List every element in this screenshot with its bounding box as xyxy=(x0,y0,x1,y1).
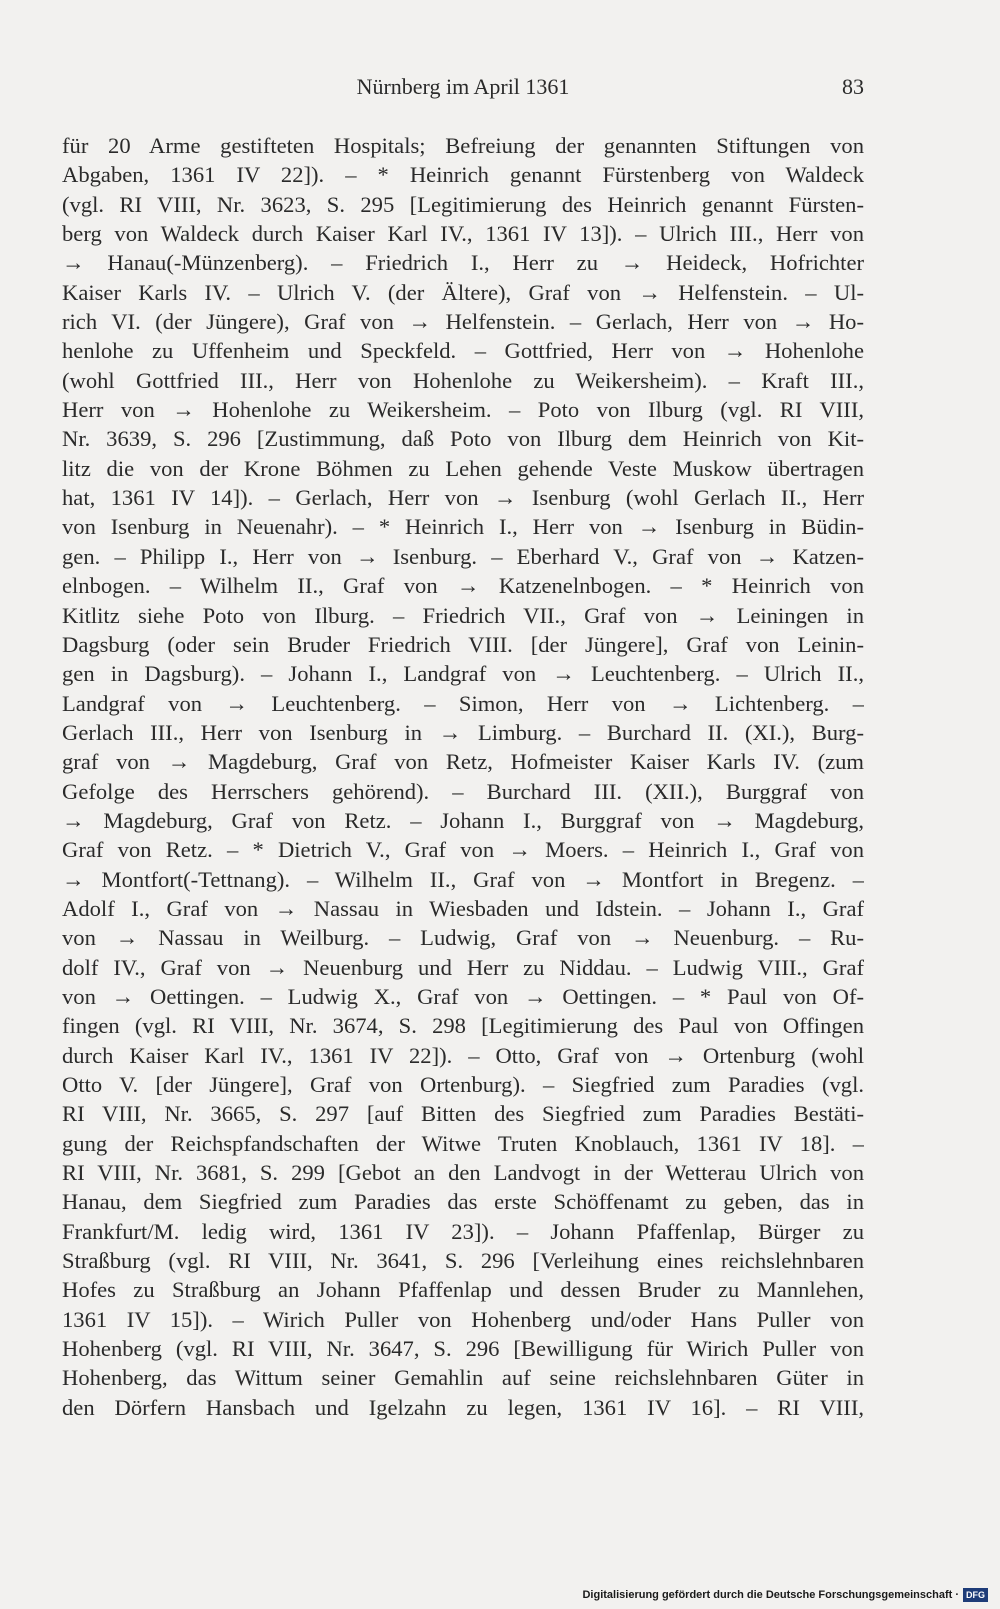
text-line: von Isenburg in Neuenahr). – * Heinrich I., Herr von → Isenburg in Büdin- xyxy=(62,514,864,540)
text-line: Kaiser Karls IV. – Ulrich V. (der Ältere), Graf von → Helfenstein. – Ul- xyxy=(62,279,864,305)
text-line: Otto V. [der Jüngere], Graf von Ortenburg). – Siegfried zum Paradies (vgl. xyxy=(62,1072,864,1097)
text-line: gen in Dagsburg). – Johann I., Landgraf von → Leuchtenberg. – Ulrich II., xyxy=(62,661,864,687)
text-line: Hohenberg (vgl. RI VIII, Nr. 3647, S. 296 [Bewilligung für Wirich Puller von xyxy=(62,1336,864,1362)
text-line: Graf von Retz. – * Dietrich V., Graf von → Moers. – Heinrich I., Graf von xyxy=(62,837,864,863)
text-line: litz die von der Krone Böhmen zu Lehen gehende Veste Muskow übertragen xyxy=(62,455,864,481)
text-line: rich VI. (der Jüngere), Graf von → Helfenstein. – Gerlach, Herr von → Ho- xyxy=(62,309,864,335)
text-line: Kitlitz siehe Poto von Ilburg. – Friedrich VII., Graf von → Leiningen in xyxy=(62,602,864,628)
text-line: → Magdeburg, Graf von Retz. – Johann I., Burggraf von → Magdeburg, xyxy=(62,807,864,833)
text-line: RI VIII, Nr. 3681, S. 299 [Gebot an den Landvogt in der Wetterau Ulrich von xyxy=(62,1160,864,1186)
text-line: Nr. 3639, S. 296 [Zustimmung, daß Poto von Ilburg dem Heinrich von Kit- xyxy=(62,426,864,452)
text-line: gung der Reichspfandschaften der Witwe Truten Knoblauch, 1361 IV 18]. – xyxy=(62,1130,864,1156)
digitization-footer xyxy=(582,1587,988,1603)
text-line: dolf IV., Graf von → Neuenburg und Herr zu Niddau. – Ludwig VIII., Graf xyxy=(62,954,864,980)
text-line: gen. – Philipp I., Herr von → Isenburg. – Eberhard V., Graf von → Katzen- xyxy=(62,543,864,569)
text-line: hat, 1361 IV 14]). – Gerlach, Herr von → Isenburg (wohl Gerlach II., Herr xyxy=(62,485,864,511)
text-line: Frankfurt/M. ledig wird, 1361 IV 23]). – Johann Pfaffenlap, Bürger zu xyxy=(62,1218,864,1244)
text-line: (wohl Gottfried III., Herr von Hohenlohe zu Weikersheim). – Kraft III., xyxy=(62,367,864,393)
text-line: RI VIII, Nr. 3665, S. 297 [auf Bitten des Siegfried zum Paradies Bestäti- xyxy=(62,1101,864,1127)
footer-credit: Digitalisierung gefördert durch die Deutsche Forschungsgemeinschaft · xyxy=(582,1589,959,1601)
text-line: Landgraf von → Leuchtenberg. – Simon, Herr von → Lichtenberg. – xyxy=(62,690,864,716)
dfg-logo-icon: DFG xyxy=(963,1588,988,1602)
text-line: berg von Waldeck durch Kaiser Karl IV., 1361 IV 13]). – Ulrich III., Herr von xyxy=(62,221,864,247)
text-line: elnbogen. – Wilhelm II., Graf von → Katzenelnbogen. – * Heinrich von xyxy=(62,573,864,599)
text-line: Hofes zu Straßburg an Johann Pfaffenlap und dessen Bruder zu Mannlehen, xyxy=(62,1277,864,1303)
text-line: → Hanau(-Münzenberg). – Friedrich I., Herr zu → Heideck, Hofrichter xyxy=(62,250,864,276)
text-line: graf von → Magdeburg, Graf von Retz, Hofmeister Kaiser Karls IV. (zum xyxy=(62,749,864,775)
text-line: → Montfort(-Tettnang). – Wilhelm II., Graf von → Montfort in Bregenz. – xyxy=(62,866,864,892)
text-line: Hanau, dem Siegfried zum Paradies das erste Schöffenamt zu geben, das in xyxy=(62,1189,864,1215)
text-line: von → Nassau in Weilburg. – Ludwig, Graf von → Neuenburg. – Ru- xyxy=(62,925,864,951)
page-number: 83 xyxy=(842,74,864,99)
text-line: Abgaben, 1361 IV 22]). – * Heinrich genannt Fürstenberg von Waldeck xyxy=(62,162,864,188)
text-line: für 20 Arme gestifteten Hospitals; Befreiung der genannten Stiftungen von xyxy=(62,133,864,158)
text-line: Gerlach III., Herr von Isenburg in → Limburg. – Burchard II. (XI.), Burg- xyxy=(62,719,864,745)
text-line: 1361 IV 15]). – Wirich Puller von Hohenberg und/oder Hans Puller von xyxy=(62,1306,864,1332)
text-line: Gefolge des Herrschers gehörend). – Burchard III. (XII.), Burggraf von xyxy=(62,778,864,804)
text-line: henlohe zu Uffenheim und Speckfeld. – Gottfried, Herr von → Hohenlohe xyxy=(62,338,864,364)
text-line: den Dörfern Hansbach und Igelzahn zu legen, 1361 IV 16]. – RI VIII, xyxy=(62,1394,864,1420)
text-line: fingen (vgl. RI VIII, Nr. 3674, S. 298 [Legitimierung des Paul von Offingen xyxy=(62,1013,864,1039)
running-title: Nürnberg im April 1361 xyxy=(356,74,570,99)
text-line: Adolf I., Graf von → Nassau in Wiesbaden und Idstein. – Johann I., Graf xyxy=(62,895,864,921)
page-header xyxy=(62,72,864,102)
text-line: Hohenberg, das Wittum seiner Gemahlin auf seine reichslehnbaren Güter in xyxy=(62,1365,864,1391)
body-text xyxy=(62,131,864,1422)
text-line: Dagsburg (oder sein Bruder Friedrich VIII. [der Jüngere], Graf von Leinin- xyxy=(62,631,864,657)
text-line: von → Oettingen. – Ludwig X., Graf von → Oettingen. – * Paul von Of- xyxy=(62,983,864,1009)
text-line: durch Kaiser Karl IV., 1361 IV 22]). – Otto, Graf von → Ortenburg (wohl xyxy=(62,1042,864,1068)
text-line: Herr von → Hohenlohe zu Weikersheim. – Poto von Ilburg (vgl. RI VIII, xyxy=(62,397,864,423)
text-line: Straßburg (vgl. RI VIII, Nr. 3641, S. 296 [Verleihung eines reichslehnbaren xyxy=(62,1248,864,1274)
text-line: (vgl. RI VIII, Nr. 3623, S. 295 [Legitimierung des Heinrich genannt Fürsten- xyxy=(62,191,864,217)
